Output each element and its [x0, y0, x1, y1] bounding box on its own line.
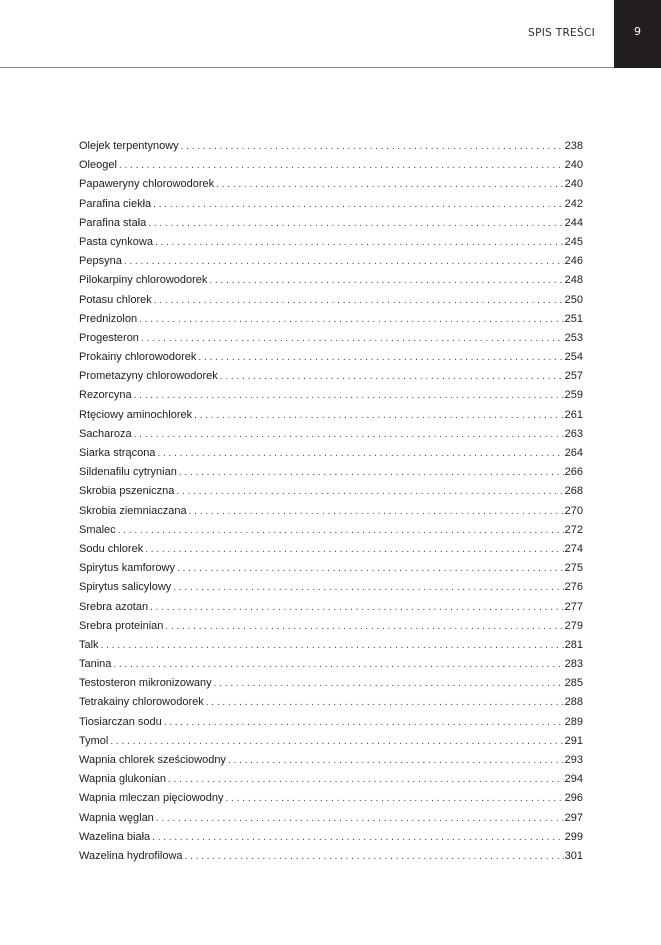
toc-entry-page-number: 248	[564, 274, 583, 287]
toc-entry[interactable]	[79, 214, 583, 233]
toc-entry[interactable]	[79, 482, 583, 501]
toc-entry-title: Progesteron	[79, 331, 139, 344]
toc-entry-title: Potasu chlorek	[79, 293, 152, 306]
toc-dot-leader	[177, 463, 564, 482]
toc-entry-title: Srebra proteinian	[79, 619, 164, 632]
toc-entry-page-number: 288	[564, 696, 583, 709]
toc-entry-page-number: 277	[564, 600, 583, 613]
toc-entry[interactable]	[79, 636, 583, 655]
toc-entry[interactable]	[79, 578, 583, 597]
toc-entry-page-number: 240	[564, 159, 583, 172]
toc-dot-leader	[148, 598, 564, 617]
toc-entry[interactable]	[79, 809, 583, 828]
toc-entry[interactable]	[79, 598, 583, 617]
page-header	[0, 0, 661, 67]
toc-entry[interactable]	[79, 444, 583, 463]
toc-dot-leader	[143, 540, 563, 559]
toc-entry[interactable]	[79, 674, 583, 693]
toc-dot-leader	[174, 482, 563, 501]
toc-dot-leader	[171, 578, 563, 597]
toc-entry-title: Pepsyna	[79, 255, 122, 268]
header-divider	[0, 67, 614, 68]
toc-entry-page-number: 253	[564, 331, 583, 344]
toc-entry-title: Tetrakainy chlorowodorek	[79, 696, 204, 709]
toc-entry[interactable]	[79, 655, 583, 674]
toc-dot-leader	[116, 521, 564, 540]
toc-dot-leader	[153, 233, 564, 252]
toc-entry-title: Wapnia chlorek sześciowodny	[79, 754, 226, 766]
toc-entry[interactable]	[79, 252, 583, 271]
toc-entry[interactable]	[79, 310, 583, 329]
toc-entry-page-number: 263	[564, 427, 583, 440]
toc-entry-title: Rezorcyna	[79, 389, 132, 402]
toc-entry[interactable]	[79, 789, 583, 808]
toc-entry-page-number: 294	[564, 773, 583, 786]
toc-entry-title: Olejek terpentynowy	[79, 140, 179, 152]
toc-dot-leader	[117, 156, 564, 175]
toc-entry-title: Spirytus kamforowy	[79, 562, 175, 575]
toc-entry-title: Oleogel	[79, 159, 117, 172]
toc-entry-page-number: 251	[564, 312, 583, 325]
toc-entry[interactable]	[79, 559, 583, 578]
toc-entry-title: Wapnia glukonian	[79, 773, 167, 786]
toc-dot-leader	[139, 329, 564, 348]
toc-entry[interactable]	[79, 693, 583, 712]
toc-entry-title: Wapnia węglan	[79, 811, 154, 824]
toc-entry-page-number: 301	[564, 849, 583, 862]
toc-entry-page-number: 274	[564, 542, 583, 555]
toc-entry-page-number: 240	[564, 178, 583, 191]
toc-dot-leader	[212, 674, 564, 693]
toc-dot-leader	[152, 291, 564, 310]
toc-entry-title: Tanina	[79, 658, 112, 671]
toc-entry-title: Pilokarpiny chlorowodorek	[79, 274, 208, 287]
toc-entry-page-number: 299	[564, 830, 583, 843]
toc-dot-leader	[150, 828, 564, 847]
toc-dot-leader	[137, 310, 564, 329]
toc-entry[interactable]	[79, 329, 583, 348]
toc-entry-page-number: 281	[564, 638, 583, 651]
toc-entry-page-number: 261	[564, 408, 583, 421]
toc-dot-leader	[192, 406, 564, 425]
toc-entry-page-number: 259	[564, 389, 583, 402]
toc-entry[interactable]	[79, 425, 583, 444]
toc-entry[interactable]	[79, 291, 583, 310]
toc-entry[interactable]	[79, 617, 583, 636]
toc-entry-page-number: 285	[564, 677, 583, 690]
toc-dot-leader	[166, 770, 564, 789]
toc-dot-leader	[151, 195, 563, 214]
toc-dot-leader	[179, 137, 564, 156]
toc-dot-leader	[183, 847, 564, 866]
toc-entry-title: Spirytus salicylowy	[79, 581, 172, 594]
toc-entry-page-number: 296	[564, 792, 583, 805]
toc-dot-leader	[204, 693, 564, 712]
toc-entry[interactable]	[79, 195, 583, 214]
toc-entry-page-number: 272	[564, 523, 583, 536]
toc-entry-title: Tiosiarczan sodu	[79, 715, 162, 728]
toc-dot-leader	[162, 713, 564, 732]
toc-entry[interactable]	[79, 502, 583, 521]
toc-entry-title: Sildenafilu cytrynian	[79, 466, 177, 479]
toc-entry-page-number: 279	[564, 619, 583, 632]
toc-dot-leader	[163, 617, 563, 636]
toc-entry[interactable]	[79, 233, 583, 252]
toc-entry-title: Wazelina hydrofilowa	[79, 849, 183, 862]
toc-entry[interactable]	[79, 348, 583, 367]
toc-entry[interactable]	[79, 847, 583, 866]
toc-entry-title: Tymol	[79, 734, 109, 747]
toc-entry[interactable]	[79, 386, 583, 405]
toc-entry-page-number: 289	[564, 715, 583, 728]
toc-dot-leader	[132, 386, 564, 405]
toc-entry-page-number: 268	[564, 485, 583, 498]
toc-entry[interactable]	[79, 463, 583, 482]
toc-dot-leader	[122, 252, 564, 271]
toc-entry-title: Papaweryny chlorowodorek	[79, 178, 215, 191]
toc-entry[interactable]	[79, 751, 583, 770]
page-number-tab	[614, 0, 661, 68]
toc-entry-page-number: 291	[564, 734, 583, 747]
toc-entry-title: Srebra azotan	[79, 600, 149, 613]
toc-entry-page-number: 293	[564, 754, 583, 766]
toc-entry[interactable]	[79, 732, 583, 751]
toc-dot-leader	[154, 809, 564, 828]
toc-entry-title: Parafina ciekła	[79, 197, 152, 210]
toc-dot-leader	[187, 502, 564, 521]
toc-entry[interactable]	[79, 406, 583, 425]
toc-dot-leader	[155, 444, 563, 463]
page-number: 9	[634, 25, 641, 38]
toc-entry[interactable]	[79, 367, 583, 386]
toc-entry[interactable]	[79, 156, 583, 175]
toc-dot-leader	[146, 214, 563, 233]
toc-entry-title: Prometazyny chlorowodorek	[79, 370, 218, 383]
toc-entry-title: Testosteron mikronizowany	[79, 677, 212, 690]
toc-dot-leader	[226, 751, 564, 770]
toc-entry-page-number: 254	[564, 351, 583, 364]
toc-entry-page-number: 238	[564, 140, 583, 152]
toc-entry-page-number: 245	[564, 235, 583, 248]
toc-entry-title: Prednizolon	[79, 312, 138, 325]
toc-entry-page-number: 276	[564, 581, 583, 594]
toc-entry-title: Parafina stała	[79, 216, 147, 229]
toc-entry-page-number: 270	[564, 504, 583, 517]
toc-entry-page-number: 246	[564, 255, 583, 268]
toc-entry-title: Wapnia mleczan pięciowodny	[79, 792, 224, 805]
toc-entry[interactable]	[79, 713, 583, 732]
toc-entry-title: Rtęciowy aminochlorek	[79, 408, 193, 421]
toc-entry-page-number: 250	[564, 293, 583, 306]
toc-entry-page-number: 264	[564, 447, 583, 459]
toc-dot-leader	[108, 732, 563, 751]
toc-entry-title: Smalec	[79, 523, 116, 536]
toc-dot-leader	[196, 348, 563, 367]
toc-entry-title: Skrobia pszeniczna	[79, 485, 175, 498]
toc-dot-leader	[214, 175, 564, 194]
toc-dot-leader	[224, 789, 564, 808]
toc-entry-title: Prokainy chlorowodorek	[79, 351, 197, 364]
toc-entry-page-number: 297	[564, 811, 583, 824]
toc-entry-title: Skrobia ziemniaczana	[79, 504, 187, 517]
toc-entry-title: Pasta cynkowa	[79, 235, 153, 248]
toc-entry-page-number: 242	[564, 197, 583, 210]
toc-entry-title: Sodu chlorek	[79, 542, 144, 555]
toc-entry-title: Siarka strącona	[79, 447, 156, 459]
toc-entry-page-number: 257	[564, 370, 583, 383]
toc-dot-leader	[111, 655, 563, 674]
toc-dot-leader	[132, 425, 564, 444]
toc-dot-leader	[175, 559, 564, 578]
toc-entry-page-number: 275	[564, 562, 583, 575]
toc-entry-page-number: 283	[564, 658, 583, 671]
toc-entry[interactable]	[79, 770, 583, 789]
toc-entry[interactable]	[79, 137, 583, 156]
section-title: SPIS TREŚCI	[528, 27, 595, 39]
toc-entry-title: Talk	[79, 638, 99, 651]
toc-entry-page-number: 266	[564, 466, 583, 479]
toc-entry[interactable]	[79, 540, 583, 559]
toc-dot-leader	[99, 636, 564, 655]
toc-dot-leader	[218, 367, 564, 386]
toc-entry[interactable]	[79, 828, 583, 847]
toc-entry-page-number: 244	[564, 216, 583, 229]
toc-entry[interactable]	[79, 175, 583, 194]
toc-dot-leader	[207, 271, 563, 290]
toc-entry[interactable]	[79, 271, 583, 290]
table-of-contents	[79, 137, 583, 866]
toc-entry-title: Wazelina biała	[79, 830, 151, 843]
toc-entry-title: Sacharoza	[79, 427, 132, 440]
toc-entry[interactable]	[79, 521, 583, 540]
